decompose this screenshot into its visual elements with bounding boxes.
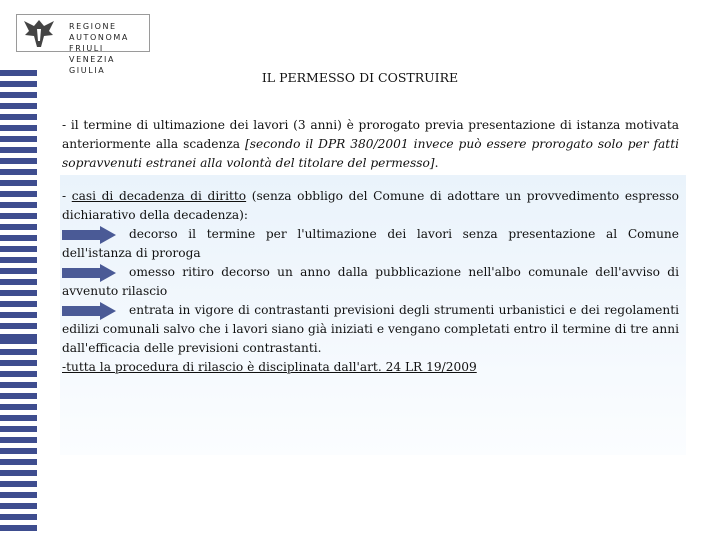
paragraph-proroga <box>62 116 679 173</box>
arrow-right-icon <box>62 302 116 320</box>
paragraph-text: (senza obbligo del Comune di adottare un provvedimento espresso dichiarativo della decadenza): <box>62 189 679 222</box>
list-item-text: decorso il termine per l'ultimazione dei lavori senza presentazione al Comune dell'istanza di proroga <box>62 227 679 260</box>
list-item <box>62 225 679 263</box>
list-item-text: entrata in vigore di contrastanti previsioni degli strumenti urbanistici e dei regolamenti edilizi comunali salvo che i lavori siano già iniziati e vengano completati entro il termine di tre anni dall'efficacia delle previsioni contrastanti. <box>62 303 679 355</box>
paragraph-end: . <box>434 156 439 170</box>
dash: - <box>62 118 67 132</box>
paragraph-text: il termine di ultimazione dei lavori (3 anni) è prorogato previa presentazione di istanza motivata anteriormente alla scadenza <box>62 118 679 151</box>
decadenza-heading: casi di decadenza di diritto <box>71 189 247 203</box>
arrow-right-icon <box>62 264 116 282</box>
list-item <box>62 263 679 301</box>
list-item <box>62 301 679 358</box>
region-logo <box>16 14 150 75</box>
logo-line-1: REGIONE AUTONOMA <box>69 22 129 42</box>
left-stripe-decoration <box>0 70 37 338</box>
dash: - <box>62 189 72 203</box>
logo-text <box>69 21 149 76</box>
eagle-emblem-icon <box>20 17 58 50</box>
logo-line-2: FRIULI VENEZIA GIULIA <box>69 44 116 75</box>
paragraph-decadenza <box>62 187 679 225</box>
paragraph-procedura: -tutta la procedura di rilascio è disciplinata dall'art. 24 LR 19/2009 <box>62 360 477 374</box>
slide-body <box>62 116 679 377</box>
arrow-right-icon <box>62 226 116 244</box>
left-stripe-decoration-lower <box>0 338 37 534</box>
list-item-text: omesso ritiro decorso un anno dalla pubblicazione nell'albo comunale dell'avviso di avvenuto rilascio <box>62 265 679 298</box>
slide-title: IL PERMESSO DI COSTRUIRE <box>261 70 459 85</box>
paragraph-italic-note: [secondo il DPR 380/2001 invece può essere prorogato solo per fatti sopravvenuti estranei alla volontà del titolare del permesso] <box>62 137 679 170</box>
